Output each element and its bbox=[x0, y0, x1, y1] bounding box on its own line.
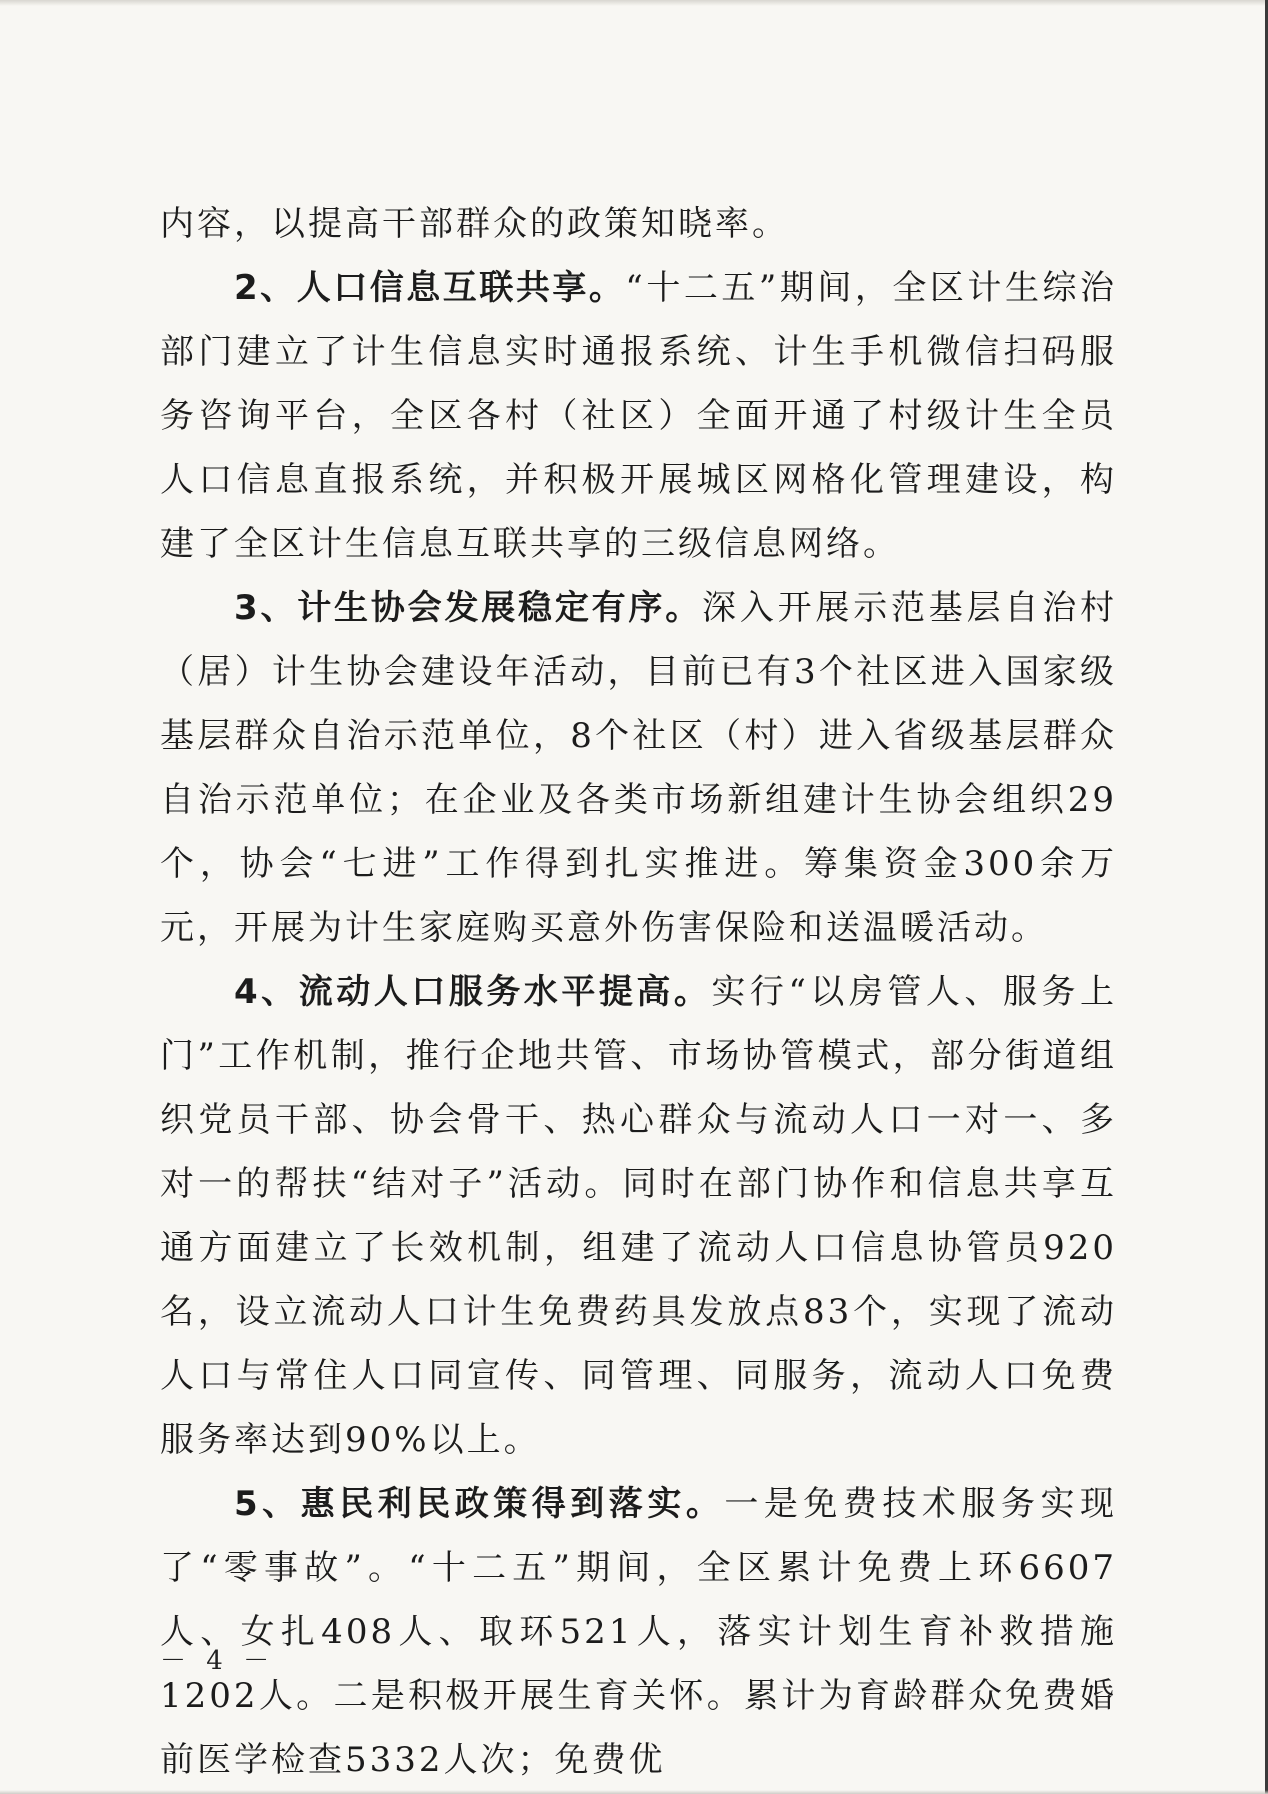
paragraph-heading: 3、计生协会发展稳定有序。 bbox=[234, 588, 703, 628]
body-text bbox=[160, 192, 1117, 1792]
paragraph-heading: 4、流动人口服务水平提高。 bbox=[234, 972, 712, 1012]
paragraph-text: 内容，以提高干部群众的政策知晓率。 bbox=[160, 204, 789, 244]
scan-edge-top bbox=[0, 0, 1268, 6]
paragraph-text: 实行“以房管人、服务上门”工作机制，推行企地共管、市场协管模式，部分街道组织党员干部、协会骨干、热心群众与流动人口一对一、多对一的帮扶“结对子”活动。同时在部门协作和信息共享互通方面建立了长效机制，组建了流动人口信息协管员920名，设立流动人口计生免费药具发放点83个，实现了流动人口与常住人口同宣传、同管理、同服务，流动人口免费服务率达到90%以上。 bbox=[160, 972, 1117, 1460]
paragraph-policy bbox=[160, 1472, 1117, 1792]
paragraph-heading: 2、人口信息互联共享。 bbox=[234, 268, 626, 308]
paragraph-text: 深入开展示范基层自治村（居）计生协会建设年活动，目前已有3个社区进入国家级基层群众自治示范单位，8个社区（村）进入省级基层群众自治示范单位；在企业及各类市场新组建计生协会组织29个，协会“七进”工作得到扎实推进。筹集资金300余万元，开展为计生家庭购买意外伤害保险和送温暖活动。 bbox=[160, 588, 1117, 948]
paragraph-association bbox=[160, 576, 1117, 960]
paragraph-text: 一是免费技术服务实现了“零事故”。“十二五”期间，全区累计免费上环6607人、女扎408人、取环521人，落实计划生育补救措施1202人。二是积极开展生育关怀。累计为育龄群众免费婚前医学检查5332人次；免费优 bbox=[160, 1484, 1117, 1780]
paragraph-heading: 5、惠民利民政策得到落实。 bbox=[234, 1484, 725, 1524]
paragraph-text: “十二五”期间，全区计生综治部门建立了计生信息实时通报系统、计生手机微信扫码服务咨询平台，全区各村（社区）全面开通了村级计生全员人口信息直报系统，并积极开展城区网格化管理建设，构建了全区计生信息互联共享的三级信息网络。 bbox=[160, 268, 1117, 564]
paragraph-population-info bbox=[160, 256, 1117, 576]
paragraph-floating-population bbox=[160, 960, 1117, 1472]
paragraph-continuation bbox=[160, 192, 1117, 256]
page-number: － 4 － bbox=[160, 1646, 276, 1676]
